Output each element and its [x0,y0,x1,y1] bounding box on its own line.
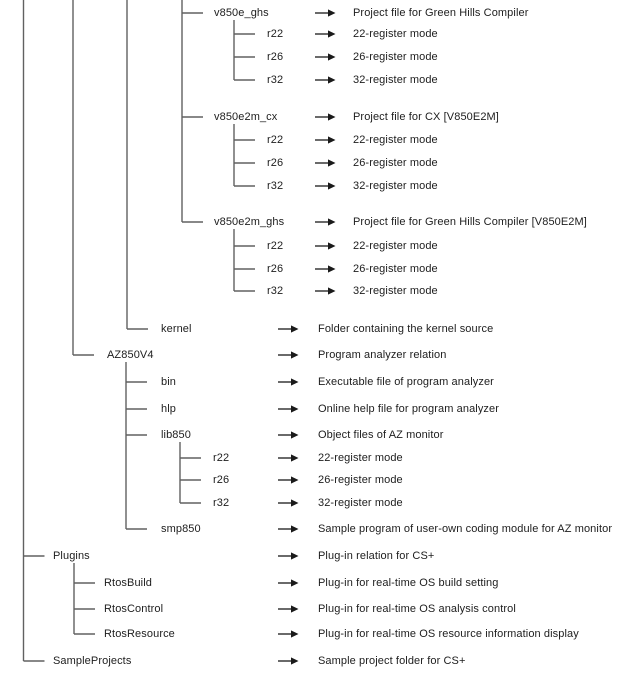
tree-node-label: Plugins [53,550,90,562]
tree-node-desc: 26-register mode [318,474,403,486]
tree-node-label: RtosBuild [104,577,152,589]
tree-node-desc: Plug-in relation for CS+ [318,550,435,562]
tree-node-desc: Object files of AZ monitor [318,429,444,441]
tree-node-label: r26 [213,474,230,486]
tree-node-label: r22 [267,28,284,40]
tree-node-label: r26 [267,51,284,63]
tree-node-desc: Program analyzer relation [318,349,447,361]
tree-node-label: r32 [267,285,284,297]
tree-node-desc: Project file for Green Hills Compiler [353,7,529,19]
tree-node-label: hlp [161,403,176,415]
tree-node-desc: Plug-in for real-time OS analysis control [318,603,516,615]
tree-node-label: AZ850V4 [107,349,154,361]
tree-node-desc: 32-register mode [353,285,438,297]
tree-node-label: RtosResource [104,628,175,640]
tree-node-desc: 32-register mode [353,74,438,86]
tree-node-label: kernel [161,323,192,335]
tree-node-label: SampleProjects [53,655,132,667]
tree-node-label: r22 [267,134,284,146]
tree-node-label: r22 [267,240,284,252]
tree-node-desc: 26-register mode [353,51,438,63]
tree-node-desc: 22-register mode [318,452,403,464]
tree-node-desc: 22-register mode [353,28,438,40]
tree-node-desc: 26-register mode [353,263,438,275]
tree-node-desc: Project file for CX [V850E2M] [353,111,499,123]
tree-node-label: r32 [267,180,284,192]
tree-node-desc: Sample project folder for CS+ [318,655,466,667]
tree-node-label: r32 [213,497,230,509]
tree-node-desc: Project file for Green Hills Compiler [V850E2M] [353,216,587,228]
tree-node-desc: Folder containing the kernel source [318,323,494,335]
tree-node-desc: Plug-in for real-time OS build setting [318,577,499,589]
tree-node-label: smp850 [161,523,201,535]
tree-node-desc: Executable file of program analyzer [318,376,494,388]
tree-node-desc: 32-register mode [353,180,438,192]
tree-node-desc: 26-register mode [353,157,438,169]
tree-node-label: bin [161,376,176,388]
tree-node-label: r26 [267,157,284,169]
tree-node-label: r32 [267,74,284,86]
tree-node-desc: Online help file for program analyzer [318,403,500,415]
tree-node-label: v850e_ghs [214,7,269,19]
tree-node-label: lib850 [161,429,191,441]
tree-node-label: r22 [213,452,230,464]
tree-node-desc: Plug-in for real-time OS resource information display [318,628,579,640]
tree-node-desc: Sample program of user-own coding module for AZ monitor [318,523,613,535]
tree-node-label: v850e2m_ghs [214,216,285,228]
tree-node-label: RtosControl [104,603,164,615]
tree-node-label: r26 [267,263,284,275]
tree-node-label: v850e2m_cx [214,111,278,123]
tree-node-desc: 22-register mode [353,134,438,146]
tree-node-desc: 32-register mode [318,497,403,509]
tree-node-desc: 22-register mode [353,240,438,252]
